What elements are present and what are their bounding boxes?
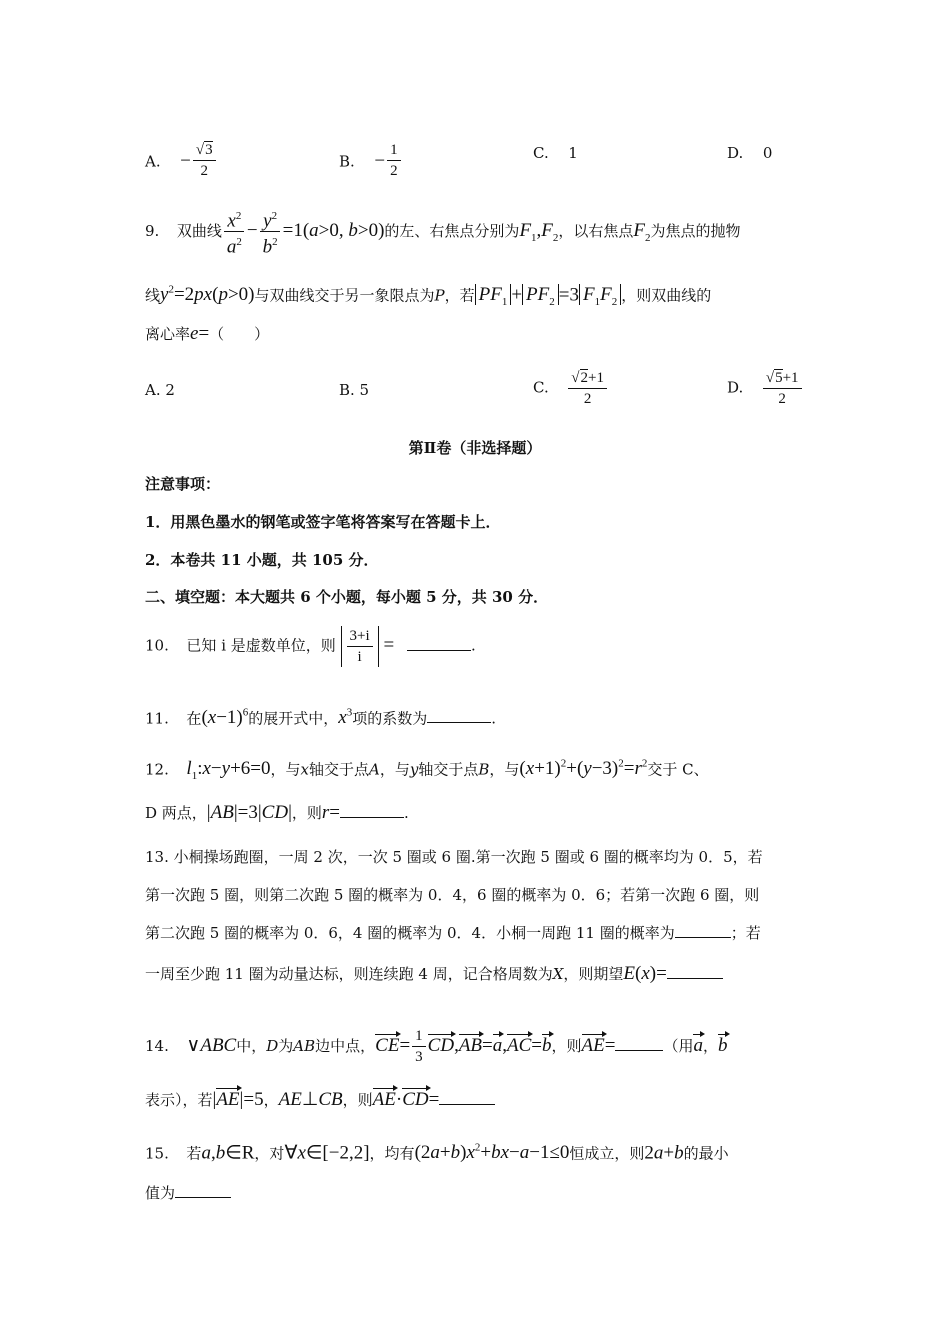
triangle-abc: ∨ABC: [186, 1034, 237, 1056]
option-label: D.: [727, 378, 744, 397]
text: 一周至少跑 11 圈为动量达标，则连续跑 4 周，记合格周数为: [145, 965, 553, 983]
text: 表示），若: [145, 1091, 213, 1109]
answer-blank[interactable]: [427, 708, 491, 723]
text: 交于 C、: [647, 760, 709, 779]
radicand: 2: [580, 370, 589, 386]
q9-option-a: A. 2: [145, 381, 175, 399]
denominator: i: [357, 649, 362, 665]
vector-a: a: [693, 1034, 703, 1056]
fraction-sqrt2-plus1: [568, 368, 607, 409]
period: .: [491, 709, 496, 728]
answer-blank[interactable]: [439, 1090, 495, 1105]
option-label: C.: [533, 144, 549, 162]
dot-product: AE·CD=: [372, 1089, 440, 1110]
text: ，则双曲线的: [621, 286, 712, 305]
fraction-sqrt3-over-2: [193, 140, 216, 181]
text: ，则: [551, 1036, 582, 1055]
question-number: 10.: [145, 636, 169, 655]
numerator: 3+i: [347, 626, 373, 647]
text: x: [300, 760, 309, 779]
question-number: 11.: [145, 709, 169, 728]
text: D: [266, 1036, 279, 1055]
text: ，则期望: [563, 965, 624, 983]
q9-line3: [145, 324, 269, 344]
q13-line2: 第一次跑 5 圈，则第二次跑 5 圈的概率为 0．4，6 圈的概率为 0．6；若第一次跑 6 圈，则: [145, 886, 760, 904]
equals-sign: =: [383, 634, 395, 656]
vector-b: b: [718, 1034, 728, 1056]
text: 项的系数为: [352, 709, 428, 728]
text: 第二次跑 5 圈的概率为 0．6，4 圈的概率为 0．4．小桐一周跑 11 圈的概率为: [145, 924, 675, 942]
q13-line1: 13. 小桐操场跑圈，一周 2 次，一次 5 圈或 6 圈.第一次跑 5 圈或 6 圈的概率均为 0．5，若: [145, 848, 763, 866]
distance-condition: $PF_1 + PF_2 =3$ $F_1F_2$: [475, 284, 622, 305]
forall-x: ∀x∈[−2,2]: [284, 1142, 370, 1164]
q13-line3: [145, 923, 761, 943]
fraction-sqrt5-plus1: [763, 368, 802, 409]
option-value: 0: [762, 144, 773, 162]
notice-heading: 注意事项：: [145, 475, 221, 493]
q15-line2: [145, 1183, 231, 1203]
q14-line1: [145, 1026, 728, 1067]
expectation: E(x)=: [623, 963, 667, 984]
numerator-tail: +1: [782, 370, 799, 386]
text: 中，: [236, 1036, 267, 1055]
question-number: 14.: [145, 1036, 169, 1055]
length-condition: |AB|=3|CD|: [206, 802, 292, 823]
q8-option-d: [727, 143, 772, 163]
expression-2a-b: 2a+b: [644, 1142, 684, 1164]
q8-option-a: [145, 142, 218, 183]
answer-blank[interactable]: [407, 636, 471, 651]
term-x3: $x^3$: [338, 707, 353, 729]
section-title: 第Ⅱ卷（非选择题）: [408, 439, 542, 457]
text: 恒成立，则: [569, 1144, 645, 1163]
option-value: 1: [568, 144, 578, 162]
text: ，与: [489, 760, 520, 779]
minus-sign: −: [180, 150, 191, 172]
answer-blank[interactable]: [615, 1036, 663, 1051]
period: .: [404, 804, 409, 822]
radicand: 3: [205, 142, 213, 158]
text: （ ）: [209, 325, 270, 343]
q9-line2: [145, 280, 711, 312]
q14-line2: [145, 1090, 495, 1110]
question-number: 15.: [145, 1144, 169, 1163]
binomial: $(x-1)^6$: [201, 707, 249, 729]
text: 离心率: [145, 325, 191, 343]
text: ，对: [254, 1144, 285, 1163]
q13-line4: [145, 964, 723, 984]
text: 为: [278, 1036, 294, 1055]
text: A: [369, 760, 380, 779]
ab-in-r: a,b∈R: [201, 1142, 255, 1164]
q10: [145, 626, 476, 667]
absolute-value: [341, 626, 379, 667]
answer-blank[interactable]: [667, 964, 723, 979]
text: ，与: [270, 760, 301, 779]
numerator-tail: +1: [588, 370, 604, 386]
q12-line1: [145, 754, 709, 786]
text: y: [409, 760, 419, 779]
text: 的展开式中，: [248, 709, 339, 728]
text: 的最小: [683, 1144, 729, 1163]
question-number: 9.: [145, 222, 160, 241]
denominator: 2: [390, 163, 398, 179]
perpendicular-condition: AE⊥CB: [278, 1089, 343, 1110]
q8-option-b: [339, 142, 403, 183]
q9-option-d: [727, 368, 804, 409]
circle-equation: $(x+1)^2+(y-3)^2=r^2$: [519, 758, 648, 780]
answer-blank[interactable]: [675, 923, 731, 938]
text: 线: [145, 286, 161, 305]
rule-1: 1．用黑色墨水的钢笔或签字笔将答案写在答题卡上．: [145, 513, 501, 531]
text: D 两点，: [145, 804, 207, 822]
text: （用: [663, 1036, 694, 1055]
text: ，均有: [369, 1144, 415, 1163]
denominator: 2: [200, 163, 208, 179]
text: 与双曲线交于另一象限点为: [254, 286, 435, 305]
answer-blank[interactable]: [175, 1183, 231, 1198]
sqrt-icon: √: [765, 370, 775, 386]
option-label: D.: [727, 144, 744, 162]
text: 轴交于点: [309, 760, 370, 779]
text: ，若: [444, 286, 475, 305]
parabola-equation: $y^2=2px(p>0)$: [160, 284, 255, 306]
text: 已知 i 是虚数单位，则: [186, 636, 336, 655]
inequality: $(2a+b)x^2+bx-a-1\le 0$: [414, 1142, 570, 1164]
text: B: [478, 760, 490, 779]
eccentricity: e=: [190, 323, 210, 344]
text: 轴交于点: [418, 760, 479, 779]
q8-option-c: [533, 143, 578, 163]
question-number: 12.: [145, 760, 169, 779]
right-focus: $F_2$: [633, 220, 651, 244]
text: ，则: [342, 1091, 373, 1109]
vector-ae: AE=: [581, 1034, 616, 1056]
answer-blank[interactable]: [340, 803, 404, 818]
text: ，则: [291, 804, 322, 822]
option-label: A.: [145, 152, 161, 171]
denominator: 2: [778, 391, 786, 407]
vector-relation: CE= $\frac{1}{3}$ CD,AB=a,AC=b: [375, 1028, 552, 1065]
text: 边中点，: [315, 1036, 376, 1055]
text: ，以右焦点: [558, 222, 634, 241]
rule-2: 2．本卷共 11 小题，共 105 分．: [145, 551, 379, 569]
text: 值为: [145, 1184, 176, 1202]
denominator: 2: [583, 391, 592, 407]
text: ；若: [730, 924, 761, 942]
ae-magnitude: |AE|=5: [212, 1089, 264, 1110]
text: X: [552, 965, 564, 983]
text: 为焦点的抛物: [650, 222, 741, 241]
sqrt-icon: √: [195, 142, 205, 158]
q9-line1: [145, 206, 741, 258]
fraction-1-over-2: [387, 140, 401, 181]
text: 的左、右焦点分别为: [384, 222, 520, 241]
hyperbola-equation: $\frac{x^2}{a^2}$ − $\frac{y^2}{b^2}$ =1(a>0, b>0): [222, 220, 385, 241]
q11: [145, 703, 496, 728]
text: 若: [186, 1144, 202, 1163]
q9-option-b: B. 5: [339, 381, 370, 399]
text: AB: [293, 1036, 316, 1055]
line-l1: $l_1:x-y+6=0$: [186, 758, 271, 783]
part-2-heading: 二、填空题：本大题共 6 个小题，每小题 5 分，共 30 分．: [145, 588, 549, 606]
minus-sign: −: [374, 150, 386, 172]
text: ，: [702, 1036, 718, 1055]
text: P: [434, 286, 445, 305]
numerator: 1: [387, 140, 401, 161]
option-label: C.: [533, 378, 549, 397]
q9-option-c: [533, 368, 609, 409]
text: 双曲线: [176, 222, 222, 241]
text: ，与: [379, 760, 410, 779]
r-equals: r=: [321, 802, 341, 823]
radicand: 5: [775, 370, 783, 386]
q12-line2: [145, 803, 409, 823]
sqrt-icon: √: [571, 370, 580, 386]
text: ，: [263, 1091, 279, 1109]
option-label: B.: [339, 152, 355, 171]
q15-line1: [145, 1138, 729, 1163]
period: .: [470, 636, 476, 655]
text: 在: [186, 709, 202, 728]
foci: $F_1,F_2$: [519, 220, 559, 244]
